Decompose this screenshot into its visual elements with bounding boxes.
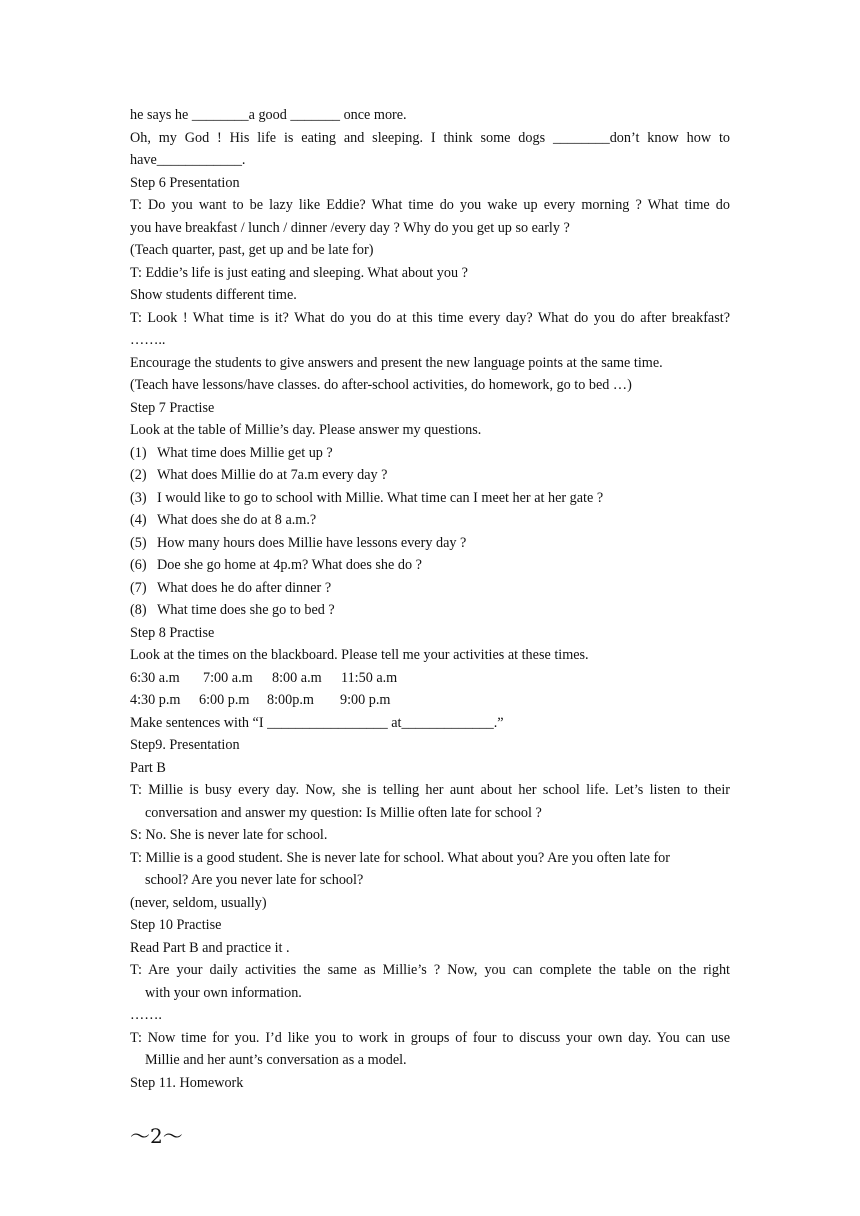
text-line: Read Part B and practice it . [130,939,290,956]
list-number: (8) [130,602,147,618]
list-text: What time does Millie get up ? [157,444,333,461]
text-line: Encourage the students to give answers and present the new language points at the same time. [130,354,663,371]
list-text: Doe she go home at 4p.m? What does she do ? [157,557,422,573]
text-line: Show students different time. [130,287,297,303]
list-item [130,487,730,510]
list-number: (7) [130,579,147,596]
text-line: school? Are you never late for school? [145,872,364,888]
list-item [130,442,730,465]
text-line: T: Do you want to be lazy like Eddie? What time do you wake up every morning ? What time do [130,197,730,213]
text-line: Millie and her aunt’s conversation as a model. [145,1052,407,1068]
text-line: S: No. She is never late for school. [130,827,328,843]
list-item [130,577,730,600]
list-text: What does Millie do at 7a.m every day ? [157,467,388,483]
text-line: (never, seldom, usually) [130,894,267,911]
text-line: T: Look ! What time is it? What do you do at this time every day? What do you do after breakfast? [130,309,730,326]
time-value: 6:30 a.m [130,669,180,686]
text-line: (Teach have lessons/have classes. do after-school activities, do homework, go to bed …) [130,377,632,393]
time-value: 11:50 a.m [341,669,398,686]
list-text: How many hours does Millie have lessons every day ? [157,534,467,551]
time-value: 4:30 p.m [130,692,181,708]
list-text: What does she do at 8 a.m.? [157,512,317,528]
time-value: 9:00 p.m [340,692,391,708]
text-line: you have breakfast / lunch / dinner /every day ? Why do you get up so early ? [130,219,570,236]
step-heading: Step 6 Presentation [130,174,240,191]
text-line: (Teach quarter, past, get up and be late for) [130,242,374,258]
text-line: …….. [130,332,166,348]
text-line: have____________. [130,152,246,168]
list-number: (4) [130,512,147,528]
text-line: T: Millie is busy every day. Now, she is telling her aunt about her school life. Let’s listen to their [130,782,730,798]
document-body [130,104,730,1094]
list-number: (2) [130,467,147,483]
time-value: 8:00p.m [267,692,314,708]
list-item [130,464,730,487]
list-text: What does he do after dinner ? [157,579,332,596]
step-heading: Step 7 Practise [130,399,215,416]
text-line: Make sentences with “I _________________ at_____________.” [130,714,504,731]
time-value: 8:00 a.m [272,669,322,686]
text-line: with your own information. [145,984,302,1001]
list-number: (5) [130,534,147,551]
text-line: T: Now time for you. I’d like you to work in groups of four to discuss your own day. You can use [130,1029,730,1046]
step-heading: Step 10 Practise [130,917,222,933]
list-item [130,532,730,555]
step-heading: Step 11. Homework [130,1074,244,1091]
time-value: 6:00 p.m [199,692,250,708]
list-number: (6) [130,557,147,573]
list-number: (3) [130,489,147,506]
text-line: conversation and answer my question: Is Millie often late for school ? [145,804,542,821]
text-line: Look at the table of Millie’s day. Please answer my questions. [130,422,482,438]
text-line: T: Eddie’s life is just eating and sleeping. What about you ? [130,264,468,281]
list-text: I would like to go to school with Millie. What time can I meet her at her gate ? [157,489,604,506]
step-heading: Step9. Presentation [130,737,240,753]
step-heading: Step 8 Practise [130,624,215,641]
text-line: Oh, my God ! His life is eating and sleeping. I think some dogs ________don’t know how to [130,129,730,146]
time-row [130,689,730,712]
text-line: T: Are your daily activities the same as Millie’s ? Now, you can complete the table on the right [130,962,730,978]
time-row [130,667,730,690]
list-text: What time does she go to bed ? [157,602,335,618]
time-value: 7:00 a.m [203,669,253,686]
list-number: (1) [130,444,147,461]
list-item [130,554,730,577]
text-line: ……. [130,1007,162,1023]
text-line: T: Millie is a good student. She is never late for school. What about you? Are you often late for [130,849,670,866]
text-line: Part B [130,759,166,776]
list-item [130,599,730,622]
text-line: Look at the times on the blackboard. Please tell me your activities at these times. [130,647,589,663]
list-item [130,509,730,532]
text-line: he says he ________a good _______ once more. [130,107,407,123]
page-number: ～2～ [130,1124,183,1148]
